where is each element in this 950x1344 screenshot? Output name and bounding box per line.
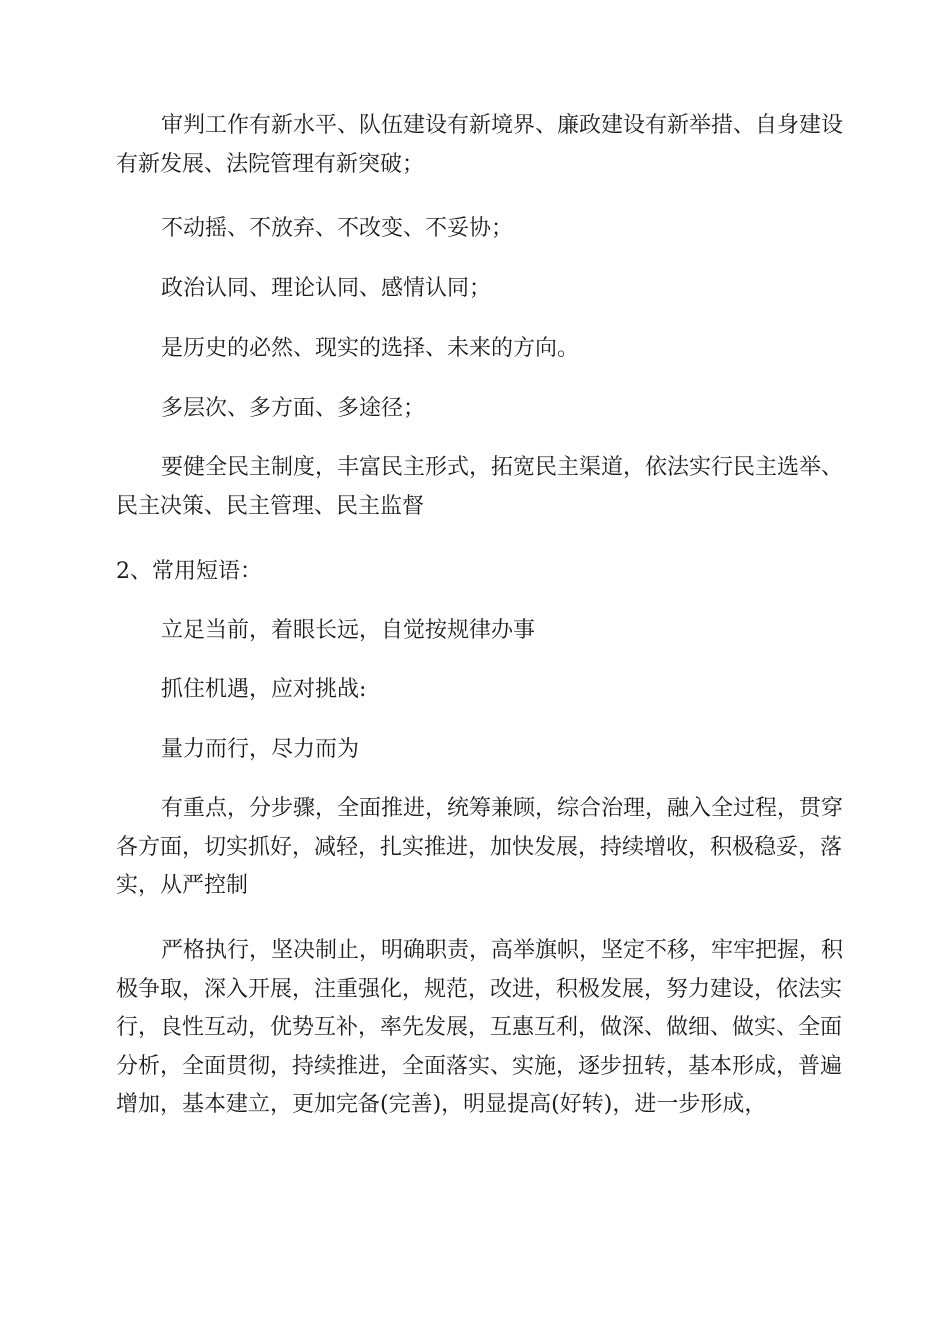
paragraph-strict-execution: 严格执行，坚决制止，明确职责，高举旗帜，坚定不移，牢牢把握，积极争取，深入开展，注重强化，规范，改进，积极发展，努力建设，依法实行，良性互动，优势互补，率先发展，互惠互利，做深、做细、做实、全面分析，全面贯彻，持续推进，全面落实、实施，逐步扭转，基本形成，普遍增加，基本建立，更加完备(完善)，明显提高(好转)，进一步形成， xyxy=(116,938,844,1117)
paragraph-opportunity: 抓住机遇，应对挑战: xyxy=(161,677,367,702)
paragraph-history: 是历史的必然、现实的选择、未来的方向。 xyxy=(161,336,580,361)
paragraph-capacity: 量力而行，尽力而为 xyxy=(161,737,360,762)
paragraph-unwavering: 不动摇、不放弃、不改变、不妥协； xyxy=(161,216,514,241)
paragraph-court-work: 审判工作有新水平、队伍建设有新境界、廉政建设有新举措、自身建设有新发展、法院管理有新突破； xyxy=(116,113,844,177)
paragraph-multilevel: 多层次、多方面、多途径； xyxy=(161,396,426,421)
paragraph-key-points: 有重点，分步骤，全面推进，统筹兼顾，综合治理，融入全过程，贯穿各方面，切实抓好，减轻，扎实推进，加快发展，持续增收，积极稳妥，落实，从严控制 xyxy=(116,796,844,898)
paragraph-long-term: 立足当前，着眼长远，自觉按规律办事 xyxy=(161,618,536,643)
paragraph-recognition: 政治认同、理论认同、感情认同； xyxy=(161,276,492,301)
section-heading-phrases: 2、常用短语： xyxy=(116,559,262,584)
paragraph-democracy: 要健全民主制度，丰富民主形式，拓宽民主渠道，依法实行民主选举、民主决策、民主管理、民主监督 xyxy=(116,455,844,519)
